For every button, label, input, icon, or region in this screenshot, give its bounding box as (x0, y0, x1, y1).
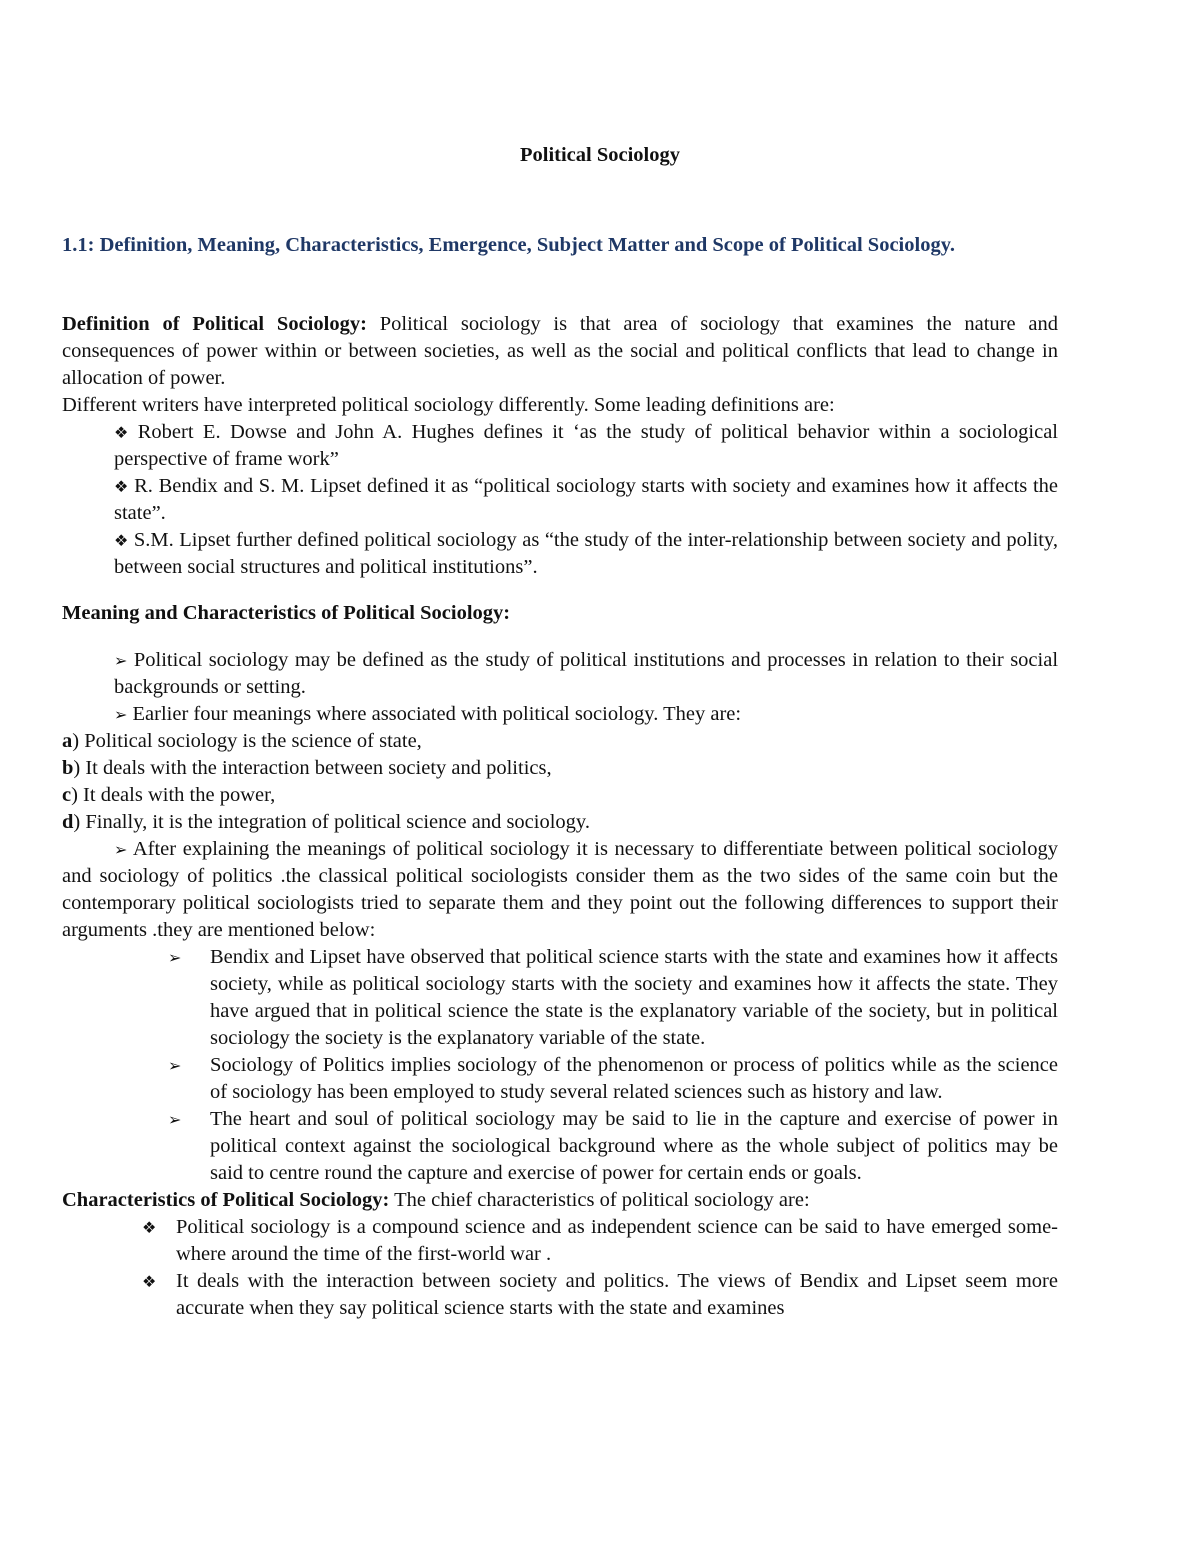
list-text: ) Political sociology is the science of state, (72, 730, 422, 752)
characteristic-item-1 (62, 1214, 1058, 1268)
arrow-bullet-icon: ➢ (168, 1056, 182, 1075)
meaning-point-text: Earlier four meanings where associated with political sociology. They are: (132, 703, 742, 725)
list-letter: c (62, 784, 72, 806)
list-letter: a (62, 730, 73, 752)
difference-text: Bendix and Lipset have observed that political science starts with the state and examines how it affects society, while as political sociology starts with the society and examines how it affects the state. They have argued that in political science the state is the explanatory variable of the society, but in political sociology the society is the explanatory variable of the state. (210, 946, 1058, 1049)
definition-item-3 (114, 527, 1058, 581)
arrow-bullet-icon: ➢ (114, 651, 128, 670)
arrow-bullet-icon: ➢ (168, 948, 182, 967)
characteristic-text: Political sociology is a compound science and as independent science can be said to have emerged some- where around the time of the first-world war . (176, 1216, 1058, 1265)
arrow-bullet-icon: ➢ (114, 840, 128, 859)
characteristics-intro (62, 1187, 1058, 1214)
meaning-point-text: Political sociology may be defined as the study of political institutions and processes in relation to their social backgrounds or setting. (114, 649, 1059, 698)
characteristics-intro-text: The chief characteristics of political sociology are: (394, 1189, 810, 1211)
arrow-bullet-icon: ➢ (168, 1110, 182, 1129)
meaning-heading: Meaning and Characteristics of Political Sociology: (62, 602, 511, 624)
definition-paragraph (62, 311, 1058, 392)
definition-item-text: Robert E. Dowse and John A. Hughes defines it ‘as the study of political behavior within a sociological perspective of frame work” (114, 421, 1058, 470)
definition-item-text: R. Bendix and S. M. Lipset defined it as “political sociology starts with society and examines how it affects the state”. (114, 475, 1058, 524)
meaning-list-item-a (62, 728, 1058, 755)
section-heading-1-1: 1.1: Definition, Meaning, Characteristics, Emergence, Subject Matter and Scope of Political Sociology. (62, 234, 955, 256)
list-text: ) It deals with the interaction between society and politics, (73, 757, 552, 779)
meaning-point-text: After explaining the meanings of political sociology it is necessary to differentiate between political sociology and sociology of politics .the classical political sociologists consider them as the two sides of the same coin but the contemporary political sociologists tried to separate them and they point out the following differences to support their arguments .they are mentioned below: (62, 838, 1058, 941)
definition-section (62, 311, 1058, 581)
characteristic-item-2 (62, 1268, 1058, 1322)
arrow-bullet-icon: ➢ (114, 705, 128, 724)
diamond-bullet-icon: ❖ (114, 477, 129, 496)
difference-item-1 (62, 944, 1058, 1052)
definition-label: Definition of Political Sociology: (62, 313, 367, 335)
page-title: Political Sociology (520, 144, 680, 166)
diamond-bullet-icon: ❖ (114, 531, 129, 550)
meaning-point-1 (114, 647, 1058, 701)
meaning-section (62, 647, 1058, 1322)
list-text: ) Finally, it is the integration of political science and sociology. (73, 811, 590, 833)
characteristics-label: Characteristics of Political Sociology: (62, 1189, 390, 1211)
difference-item-2 (62, 1052, 1058, 1106)
diamond-bullet-icon: ❖ (142, 1272, 157, 1291)
definition-item-2 (114, 473, 1058, 527)
diamond-bullet-icon: ❖ (114, 423, 129, 442)
diamond-bullet-icon: ❖ (142, 1218, 157, 1237)
list-letter: b (62, 757, 74, 779)
difference-text: Sociology of Politics implies sociology of the phenomenon or process of politics while as the science of sociology has been employed to study several related sciences such as history and law. (210, 1054, 1058, 1103)
meaning-list-item-c (62, 782, 1058, 809)
meaning-point-3 (62, 836, 1058, 944)
meaning-point-2 (114, 701, 1058, 728)
definition-text: Political sociology is that area of sociology that examines the nature and consequences of power within or between societies, as well as the social and political conflicts that lead to change in allocation of power. (62, 313, 1058, 389)
list-text: ) It deals with the power, (71, 784, 276, 806)
characteristic-text: It deals with the interaction between society and politics. The views of Bendix and Lipset seem more accurate when they say political science starts with the state and examines (176, 1270, 1058, 1319)
definition-item-text: S.M. Lipset further defined political sociology as “the study of the inter-relationship between society and polity, between social structures and political institutions”. (114, 529, 1059, 578)
list-letter: d (62, 811, 74, 833)
difference-text: The heart and soul of political sociology may be said to lie in the capture and exercise of power in political context against the sociological background where as the whole subject of politics may be said to centre round the capture and exercise of power for certain ends or goals. (210, 1108, 1058, 1184)
meaning-list-item-d (62, 809, 1058, 836)
difference-item-3 (62, 1106, 1058, 1187)
definition-intro: Different writers have interpreted political sociology differently. Some leading definitions are: (62, 394, 835, 416)
definition-item-1 (114, 419, 1058, 473)
meaning-list-item-b (62, 755, 1058, 782)
